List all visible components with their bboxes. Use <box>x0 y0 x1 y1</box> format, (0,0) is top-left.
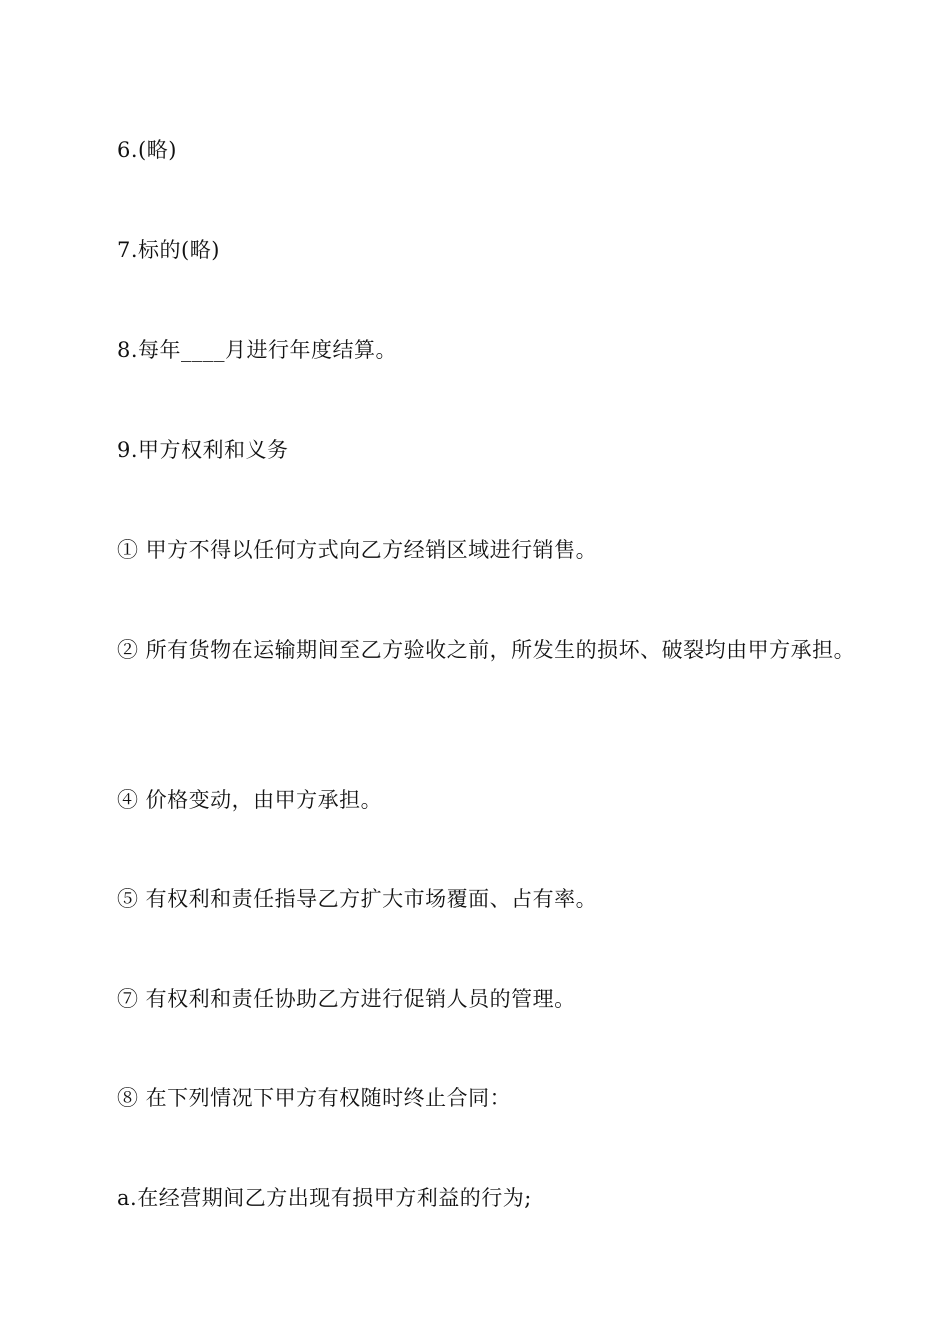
item-7: ⑦ 有权利和责任协助乙方进行促销人员的管理。 <box>117 987 576 1011</box>
clause-8: 8.每年____月进行年度结算。 <box>117 338 398 362</box>
item-8: ⑧ 在下列情况下甲方有权随时终止合同： <box>117 1086 512 1110</box>
item-2: ② 所有货物在运输期间至乙方验收之前，所发生的损坏、破裂均由甲方承担。 <box>117 638 856 662</box>
item-5: ⑤ 有权利和责任指导乙方扩大市场覆面、占有率。 <box>117 887 598 911</box>
clause-7: 7.标的(略) <box>117 238 220 262</box>
sub-item-a: a.在经营期间乙方出现有损甲方利益的行为; <box>117 1186 532 1210</box>
clause-6: 6.(略) <box>117 138 177 162</box>
item-4: ④ 价格变动，由甲方承担。 <box>117 788 383 812</box>
item-1: ① 甲方不得以任何方式向乙方经销区域进行销售。 <box>117 538 598 562</box>
clause-9-heading: 9.甲方权利和义务 <box>117 438 289 462</box>
